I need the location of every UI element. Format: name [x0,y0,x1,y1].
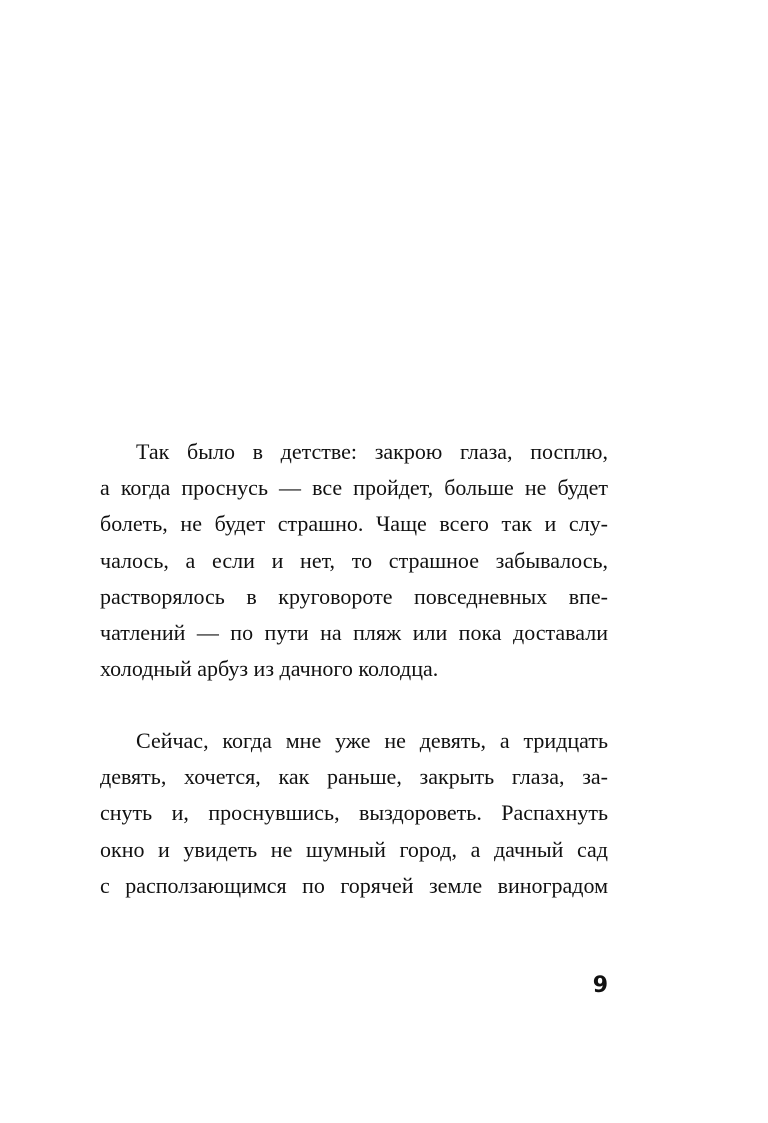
text-line: Сейчас, когда мне уже не девять, а тридцать [136,728,608,753]
text-line: растворялось в круговороте повседневных впе- [100,583,608,609]
text-line: чалось, а если и нет, то страшное забывалось, [100,547,608,573]
text-line: окно и увидеть не шумный город, а дачный сад [100,836,608,862]
paragraph-2 [100,723,608,904]
text-line: болеть, не будет страшно. Чаще всего так и слу- [100,511,608,537]
paragraph-1 [100,434,608,687]
text-line: чатлений — по пути на пляж или пока доставали [100,619,608,645]
text-line: холодный арбуз из дачного колодца. [100,656,439,682]
text-line: девять, хочется, как раньше, закрыть глаза, за- [100,764,608,790]
text-line: Так было в детстве: закрою глаза, посплю, [136,439,608,464]
page-number: 9 [592,973,608,998]
text-line: а когда проснусь — все пройдет, больше не будет [100,475,608,501]
text-line: снуть и, проснувшись, выздороветь. Распахнуть [100,800,608,826]
text-line: с расползающимся по горячей земле виноградом [100,872,608,898]
